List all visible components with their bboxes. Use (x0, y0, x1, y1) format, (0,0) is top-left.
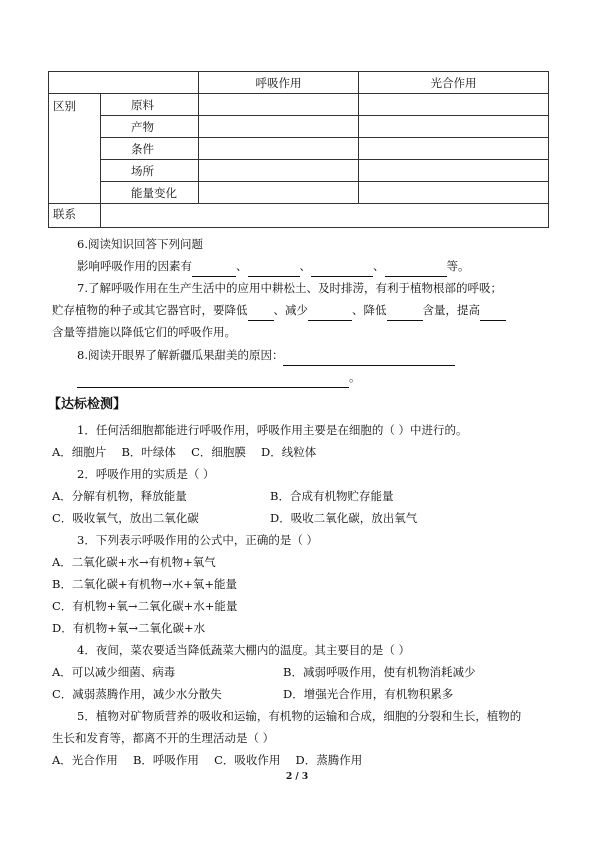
question-stem: 2．呼吸作用的实质是（ ） (77, 467, 215, 481)
answer-cell[interactable] (359, 182, 549, 204)
group-difference-label: 区别 (49, 94, 101, 204)
row-label: 产物 (101, 116, 199, 138)
connection-label: 联系 (49, 204, 101, 228)
option-a[interactable]: A．可以减少细菌、病毒 (52, 665, 176, 679)
table-row (49, 138, 549, 160)
row-label: 原料 (101, 94, 199, 116)
table-row-connection (49, 204, 549, 228)
answer-cell[interactable] (359, 94, 549, 116)
question-stem: 1．任何活细胞都能进行呼吸作用，呼吸作用主要是在细胞的（ ）中进行的。 (77, 423, 468, 437)
option-c[interactable]: C．有机物+氧→二氧化碳+水+能量 (52, 599, 238, 613)
option-b[interactable]: B．二氧化碳+有机物→水+氧+能量 (52, 577, 237, 591)
option-a[interactable]: A．二氧化碳+水→有机物+氧气 (52, 555, 216, 569)
question-stem: 4．夜间，菜农要适当降低蔬菜大棚内的温度。其主要目的是（ ） (77, 643, 410, 657)
question-stem: 5．植物对矿物质营养的吸收和运输，有机物的运输和合成，细胞的分裂和生长，植物的 (77, 709, 522, 723)
answer-cell[interactable] (199, 182, 359, 204)
row-label: 场所 (101, 160, 199, 182)
row-label: 条件 (101, 138, 199, 160)
blank-field[interactable] (385, 262, 447, 277)
answer-cell[interactable] (199, 94, 359, 116)
blank-field[interactable] (77, 373, 349, 388)
blank-field[interactable] (311, 262, 373, 277)
option-c[interactable]: C．吸收氧气，放出二氧化碳 (52, 511, 199, 525)
answer-cell[interactable] (199, 116, 359, 138)
question-stem: 3．下列表示呼吸作用的公式中，正确的是（ ） (77, 533, 318, 547)
answer-cell[interactable] (199, 160, 359, 182)
question-options[interactable]: A．光合作用 B．呼吸作用 C．吸收作用 D．蒸腾作用 (52, 753, 363, 767)
table-header-row (49, 72, 549, 94)
answer-cell[interactable] (101, 204, 549, 228)
blank-field[interactable] (283, 351, 455, 366)
answer-cell[interactable] (199, 138, 359, 160)
question-options[interactable]: A．细胞片 B．叶绿体 C．细胞膜 D．线粒体 (52, 445, 317, 459)
comparison-table (48, 71, 549, 228)
blank-field[interactable] (192, 262, 236, 277)
blank-field[interactable] (248, 306, 274, 321)
option-d[interactable]: D．有机物+氧→二氧化碳+水 (52, 621, 206, 635)
section-title: 【达标检测】 (48, 397, 127, 412)
q7-line3: 含量等措施以降低它们的呼吸作用。 (52, 325, 236, 339)
answer-cell[interactable] (359, 160, 549, 182)
table-row (49, 94, 549, 116)
q8-line2: 。 (77, 366, 361, 388)
blank-field[interactable] (387, 306, 423, 321)
option-d[interactable]: D．增强光合作用，有机物积累多 (283, 687, 454, 701)
blank-field[interactable] (308, 306, 352, 321)
q7-line2: 贮存植物的种子或其它器官时，要降低 、减少 、降低 含量，提高 (52, 299, 506, 321)
option-b[interactable]: B．合成有机物贮存能量 (270, 489, 394, 503)
blank-field[interactable] (248, 262, 300, 277)
answer-cell[interactable] (359, 116, 549, 138)
header-photosynthesis: 光合作用 (359, 72, 549, 94)
table-row (49, 116, 549, 138)
q8-line1: 8.阅读开眼界了解新疆瓜果甜美的原因： (77, 344, 455, 366)
page-number: 2 / 3 (286, 772, 309, 782)
table-row (49, 160, 549, 182)
q6-line: 影响呼吸作用的因素有 、 、 、 等。 (77, 255, 470, 277)
option-a[interactable]: A．分解有机物，释放能量 (52, 489, 187, 503)
q6-title: 6.阅读知识回答下列问题 (77, 237, 203, 251)
option-d[interactable]: D．吸收二氧化碳，放出氧气 (270, 511, 418, 525)
answer-cell[interactable] (359, 138, 549, 160)
blank-field[interactable] (480, 306, 506, 321)
header-respiration: 呼吸作用 (199, 72, 359, 94)
option-b[interactable]: B．减弱呼吸作用，使有机物消耗减少 (283, 665, 476, 679)
row-label: 能量变化 (101, 182, 199, 204)
table-row (49, 182, 549, 204)
option-c[interactable]: C．减弱蒸腾作用，减少水分散失 (52, 687, 222, 701)
q7-line1: 7.了解呼吸作用在生产生活中的应用中耕松土、及时排涝，有利于植物根部的呼吸； (77, 281, 502, 295)
question-stem-cont: 生长和发育等，都离不开的生理活动是（ ） (52, 731, 275, 745)
